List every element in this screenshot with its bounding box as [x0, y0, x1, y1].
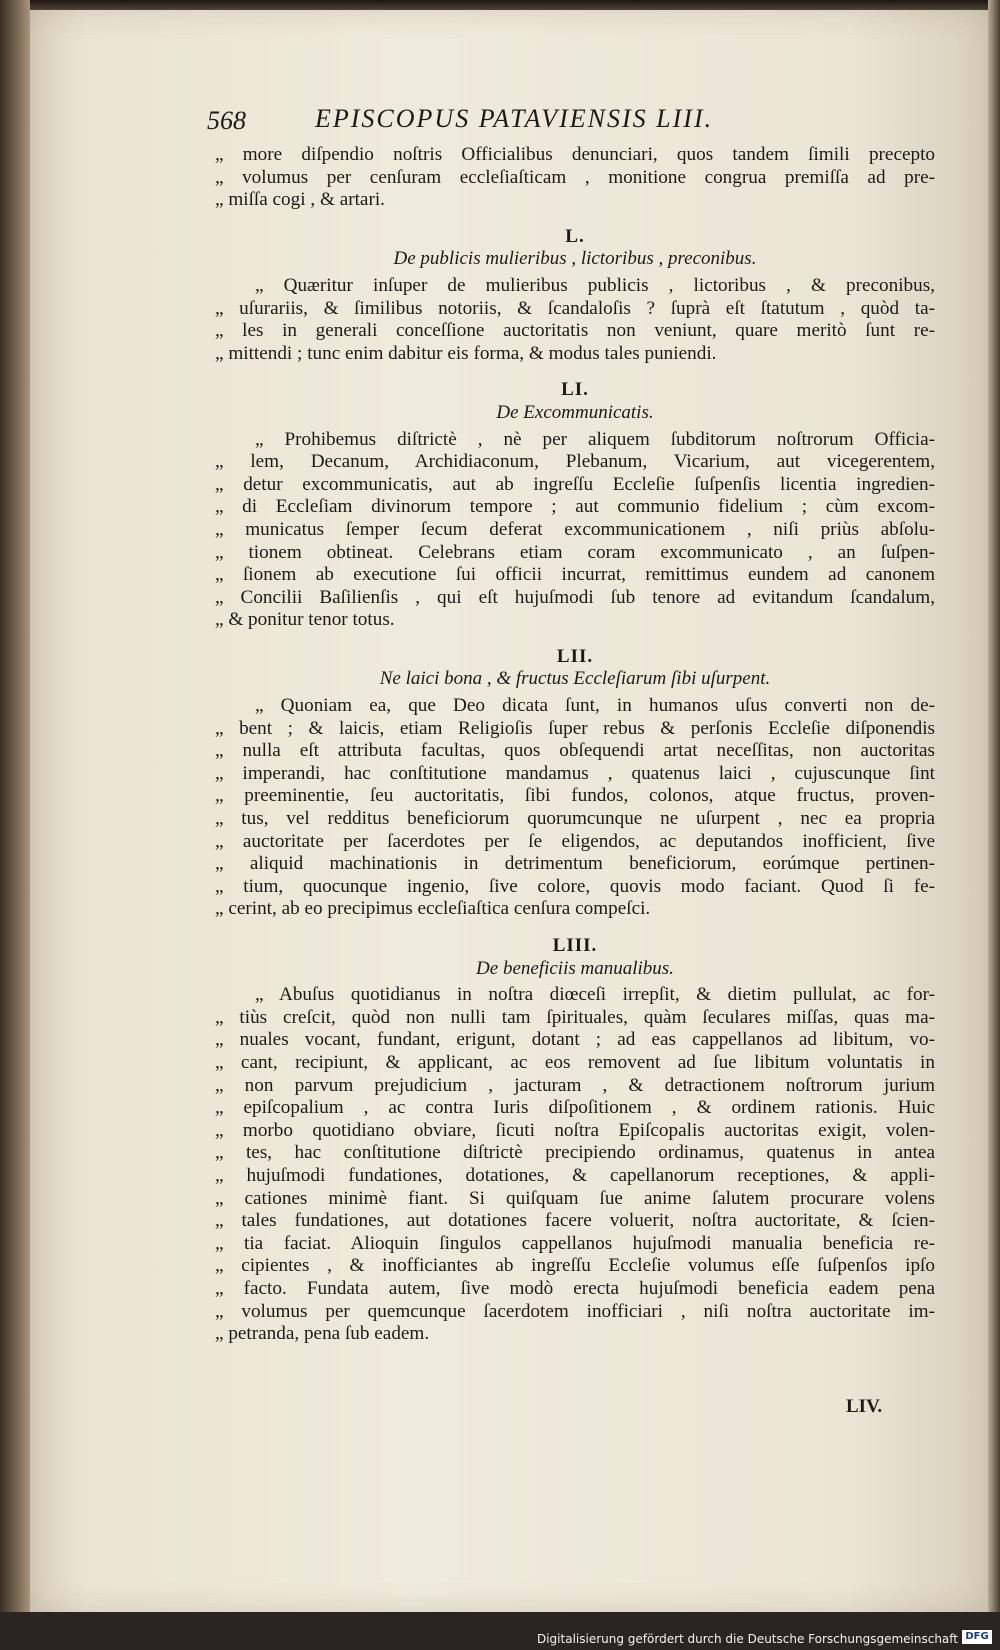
text-line: „ auctoritate per ſacerdotes per ſe eligendos, ac deputandos inofficient, ſive	[215, 830, 935, 852]
text-line: „ cipientes , & inofficiantes ab ingreſſu Eccleſie volumus eſſe ſuſpenſos ipſo	[215, 1255, 935, 1277]
text-line: „ volumus per cenſuram eccleſiaſticam , monitione congrua premiſſa ad pre-	[215, 166, 935, 188]
intro-paragraph	[215, 144, 935, 212]
text-line: „ Quoniam ea, que Deo dicata ſunt, in humanos uſus converti non de-	[255, 695, 935, 717]
text-line: „ hujuſmodi fundationes, dotationes, & capellanorum receptiones, & appli-	[215, 1164, 935, 1186]
text-line: „ nuales vocant, fundant, erigunt, dotant ; ad eas cappellanos ad libitum, vo-	[215, 1029, 935, 1051]
digitization-credit: Digitalisierung gefördert durch die Deutsche Forschungsgemeinschaft	[536, 1632, 958, 1646]
section-title: De beneficiis manualibus.	[476, 957, 674, 979]
section-title: Ne laici bona , & fructus Eccleſiarum ſibi uſurpent.	[379, 668, 771, 690]
text-line: „ mittendi ; tunc enim dabitur eis forma, & modus tales puniendi.	[215, 342, 717, 364]
text-line: „ tes, hac conſtitutione diſtrictè precipiendo ordinamus, quatenus in antea	[215, 1142, 935, 1164]
text-line: „ cerint, ab eo precipimus eccleſiaſtica cenſura compeſci.	[215, 898, 651, 920]
text-line: „ aliquid machinationis in detrimentum beneficiorum, eorúmque pertinen-	[215, 853, 935, 875]
text-line: „ di Eccleſiam divinorum tempore ; aut communio fidelium ; cùm excom-	[215, 496, 935, 518]
text-line: „ bent ; & laicis, etiam Religioſis ſuper rebus & perſonis Eccleſie diſponendis	[215, 717, 935, 739]
paragraph	[215, 429, 935, 632]
text-line: „ Prohibemus diſtrictè , nè per aliquem ſubditorum noſtrorum Officia-	[255, 428, 935, 450]
page-text	[207, 104, 935, 1346]
text-line: „ epiſcopalium , ac contra Iuris diſpoſitionem , & ordinem rationis. Huic	[215, 1097, 935, 1119]
text-line: „ lem, Decanum, Archidiaconum, Plebanum, Vicarium, aut vicegerentem,	[215, 451, 935, 473]
section-number: L.	[565, 225, 585, 247]
section-title: De publicis mulieribus , lictoribus , preconibus.	[393, 248, 757, 270]
section-number: LIII.	[552, 935, 598, 956]
text-line: „ & ponitur tenor totus.	[215, 609, 395, 631]
text-line: „ Abuſus quotidianus in noſtra diœceſi irrepſit, & dietim pullulat, ac for-	[255, 984, 935, 1006]
text-line: „ tionem obtineat. Celebrans etiam coram excommunicato , an ſuſpen-	[215, 541, 935, 563]
text-line: „ tium, quocunque ingenio, ſive colore, quovis modo faciant. Quod ſi fe-	[215, 875, 935, 897]
book-spine-edge	[0, 0, 30, 1612]
text-line: „ preeminentie, ſeu auctoritatis, ſibi fundos, colonos, atque fructus, proven-	[215, 785, 935, 807]
text-line: „ cationes minimè fiant. Si quiſquam ſue anime ſalutem procurare volens	[215, 1187, 935, 1209]
text-line: „ tus, vel redditus beneficiorum quorumcunque ne uſurpent , nec ea propria	[215, 808, 935, 830]
text-line: „ uſurariis, & ſimilibus notoriis, & ſcandaloſis ? ſuprà eſt ſtatutum , quòd ta-	[215, 297, 935, 319]
text-line: „ detur excommunicatis, aut ab ingreſſu Eccleſie ſuſpenſis licentia ingredien-	[215, 473, 935, 495]
section-number: LII.	[556, 645, 594, 667]
text-line: „ imperandi, hac conſtitutione mandamus , quatenus laici , cujuscunque ſint	[215, 762, 935, 784]
text-line: „ nulla eſt attributa facultas, quos obſequendi artat neceſſitas, non auctoritas	[215, 740, 935, 762]
text-line: „ tales fundationes, aut dotationes facere voluerit, noſtra auctoritate, & ſcien-	[215, 1210, 935, 1232]
text-line: „ volumus per quemcunque ſacerdotem inofficiari , niſi noſtra auctoritate im-	[215, 1300, 935, 1322]
book-right-edge	[988, 0, 1000, 1612]
catchword: LIV.	[846, 1396, 883, 1417]
text-line: „ Quæritur inſuper de mulieribus publicis , lictoribus , & preconibus,	[255, 274, 935, 296]
sections-container	[215, 226, 935, 1346]
section-title: De Excommunicatis.	[496, 401, 654, 423]
running-title: EPISCOPUS PATAVIENSIS LIII.	[315, 104, 714, 133]
text-line: „ non parvum prejudicium , jacturam , & detractionem noſtrorum jurium	[215, 1074, 935, 1096]
text-line: „ tiùs creſcit, quòd non nulli tam ſpirituales, quàm ſeculares miſſas, quas ma-	[215, 1006, 935, 1028]
text-line: „ municatus ſemper ſecum deferat excommunicationem , niſi priùs abſolu-	[215, 518, 935, 540]
text-line: „ cant, recipiunt, & applicant, ac eos removent ad ſue libitum voluntatis in	[215, 1051, 935, 1073]
running-head	[207, 104, 935, 142]
text-line: „ more diſpendio noſtris Officialibus denunciari, quos tandem ſimili precepto	[215, 144, 935, 165]
text-line: „ Concilii Baſilienſis , qui eſt hujuſmodi ſub tenore ad evitandum ſcandalum,	[215, 586, 935, 608]
paragraph	[215, 695, 935, 921]
section-number: LI.	[561, 379, 589, 401]
paragraph	[215, 144, 935, 212]
dfg-logo: DFG	[962, 1630, 992, 1644]
page-number: 568	[207, 106, 246, 135]
text-line: „ les in generali conceſſione auctoritatis non veniunt, quare meritò ſunt re-	[215, 320, 935, 342]
text-line: „ petranda, pena ſub eadem.	[215, 1323, 430, 1345]
text-line: „ facto. Fundata autem, ſive modò erecta hujuſmodi beneficia eadem pena	[215, 1277, 935, 1299]
text-line: „ miſſa cogi , & artari.	[215, 189, 385, 211]
text-line: „ morbo quotidiano obviare, ſicuti noſtra Epiſcopalis auctoritas exigit, volen-	[215, 1119, 935, 1141]
paragraph	[215, 984, 935, 1346]
paragraph	[215, 275, 935, 365]
text-line: „ ſionem ab executione ſui officii incurrat, remittimus eundem ad canonem	[215, 564, 935, 586]
text-line: „ tia faciat. Alioquin ſingulos cappellanos hujuſmodi manualia beneficia re-	[215, 1232, 935, 1254]
